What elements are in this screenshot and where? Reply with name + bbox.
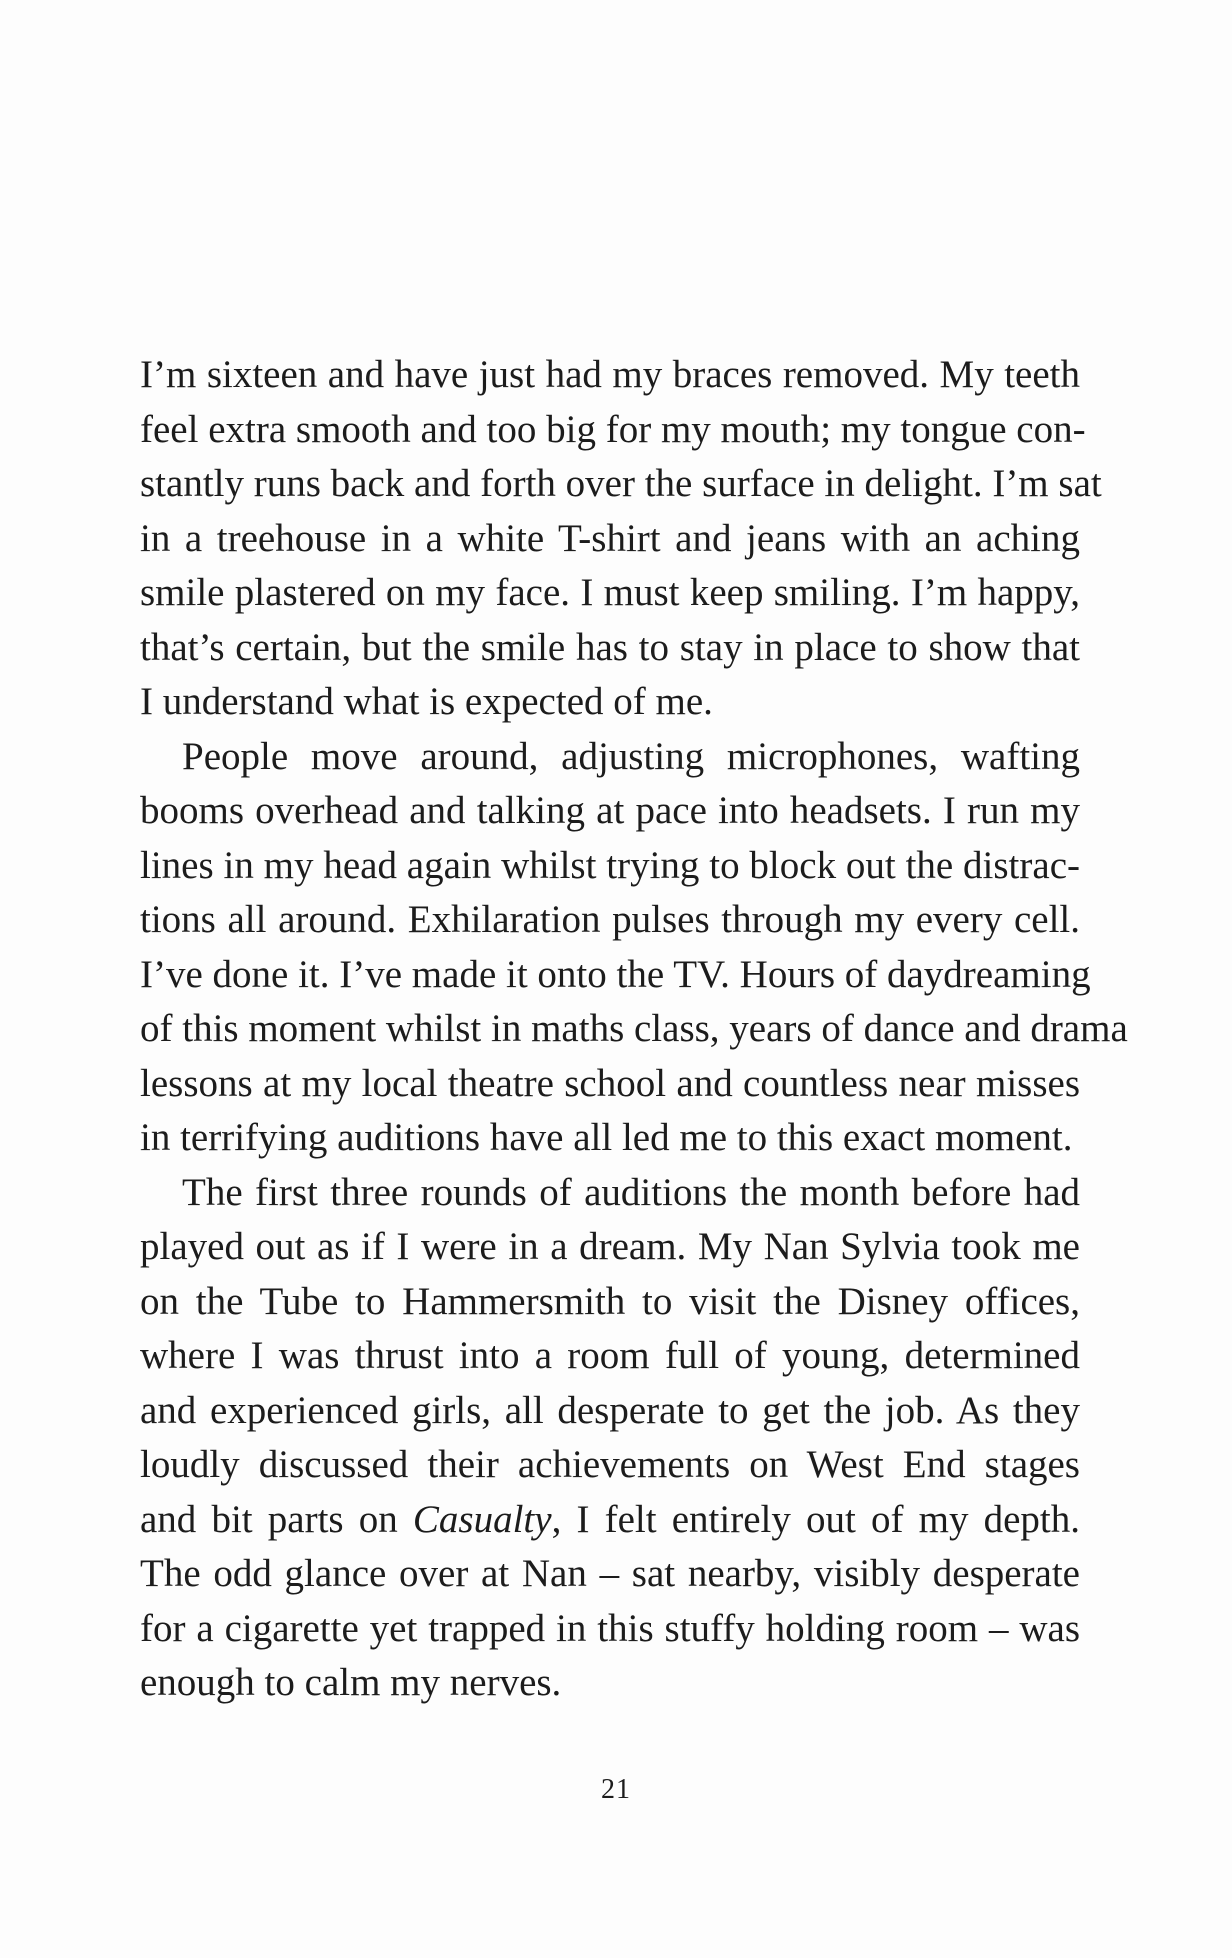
text-line: People move around, adjusting microphones, wafting <box>182 734 1080 778</box>
text-line: of this moment whilst in maths class, years of dance and drama <box>140 1007 1128 1050</box>
text-line: feel extra smooth and too big for my mouth; my tongue con- <box>140 407 1086 451</box>
show-title: Casualty <box>412 1497 552 1541</box>
text-line: I’ve done it. I’ve made it onto the TV. Hours of daydreaming <box>140 952 1091 996</box>
text-line: enough to calm my nerves. <box>140 1661 562 1704</box>
text-line: in a treehouse in a white T-shirt and jeans with an aching <box>140 516 1080 560</box>
text-line: tions all around. Exhilaration pulses through my every cell. <box>140 898 1080 941</box>
text-line: lessons at my local theatre school and countless near misses <box>140 1061 1080 1105</box>
text-line: and bit parts on Casualty, I felt entirely out of my depth. <box>140 1497 1081 1541</box>
text-line: smile plastered on my face. I must keep smiling. I’m happy, <box>140 571 1080 614</box>
text-line: played out as if I were in a dream. My Nan Sylvia took me <box>140 1225 1080 1268</box>
text-line: for a cigarette yet trapped in this stuffy holding room – was <box>140 1606 1080 1650</box>
text-line: stantly runs back and forth over the surface in delight. I’m sat <box>140 462 1102 505</box>
text-line: in terrifying auditions have all led me to this exact moment. <box>140 1116 1073 1159</box>
body-text <box>140 348 1128 1711</box>
text-line: booms overhead and talking at pace into headsets. I run my <box>140 789 1080 832</box>
text-line: The first three rounds of auditions the month before had <box>182 1170 1080 1214</box>
text-line: I’m sixteen and have just had my braces removed. My teeth <box>140 353 1080 396</box>
text-line: lines in my head again whilst trying to block out the distrac- <box>140 843 1080 887</box>
text-line: on the Tube to Hammersmith to visit the Disney offices, <box>140 1279 1080 1323</box>
text-line: The odd glance over at Nan – sat nearby, visibly desperate <box>140 1552 1080 1595</box>
text-line: loudly discussed their achievements on West End stages <box>140 1443 1080 1486</box>
text-line: and experienced girls, all desperate to get the job. As they <box>140 1388 1080 1432</box>
text-line: I understand what is expected of me. <box>140 680 713 723</box>
text-line: where I was thrust into a room full of young, determined <box>140 1334 1080 1377</box>
page-number: 21 <box>601 1774 631 1805</box>
text-line: that’s certain, but the smile has to stay in place to show that <box>140 625 1080 669</box>
